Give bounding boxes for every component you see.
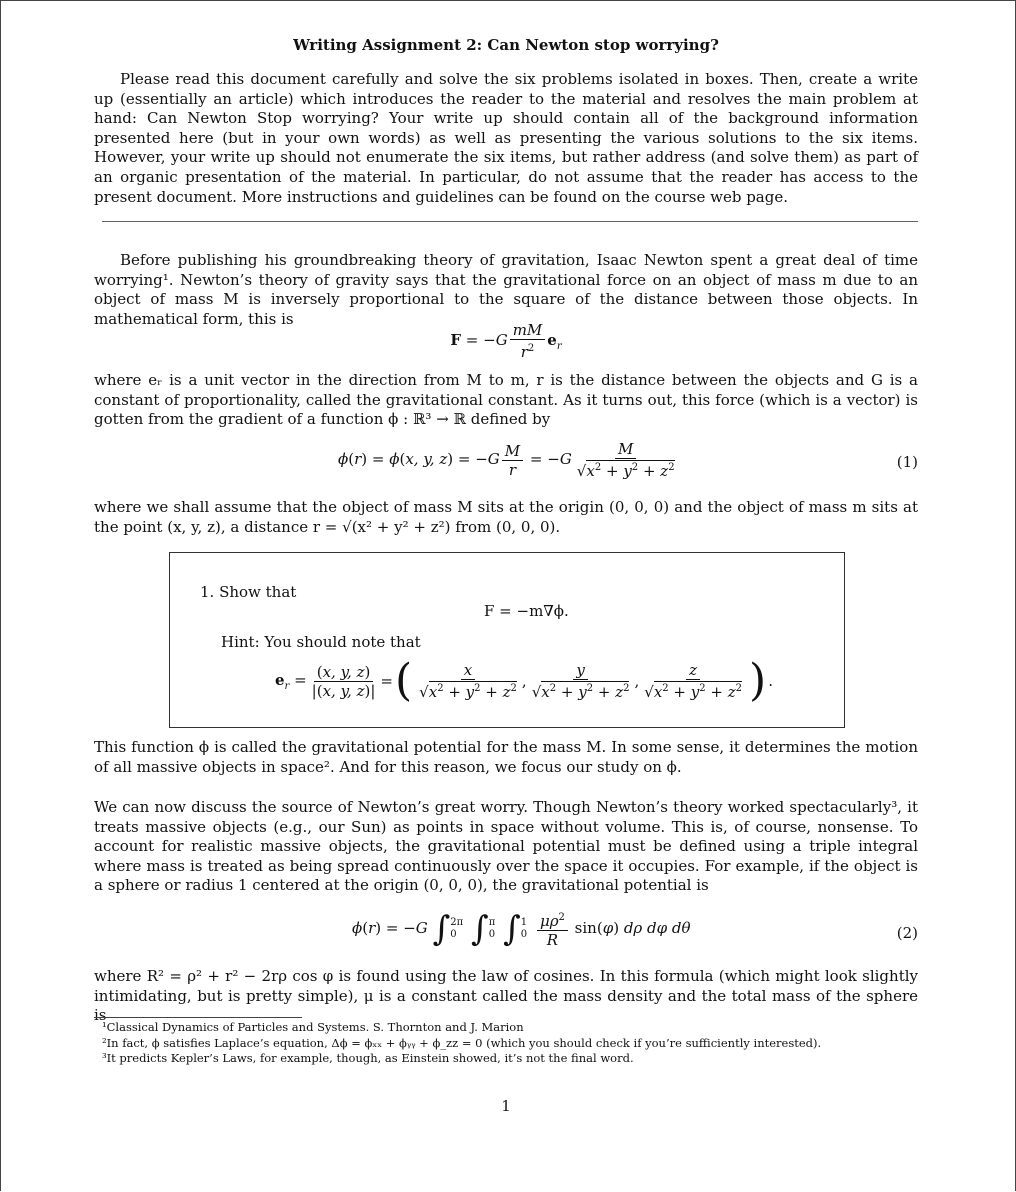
paragraph-potential: This function ϕ is called the gravitational potential for the mass M. In some sense, it determines the motion of all massive objects in space². And for this reason, we focus our study on ϕ.: [94, 738, 918, 776]
paragraph-origin: where we shall assume that the object of mass M sits at the origin (0, 0, 0) and the object of mass m sits at the point (x, y, z), a distance r = √(x² + y² + z²) from (0, 0, 0).: [94, 498, 918, 536]
force-equation: F = −G $\frac{mM}{r^2}$ $e_r$: [450, 321, 562, 361]
footnote-divider: [94, 1017, 302, 1018]
equation-number-1: (1): [896, 453, 918, 471]
paragraph-newton-worry: Before publishing his groundbreaking theory of gravitation, Isaac Newton spent a great deal of time worrying¹. Newton’s theory of gravity says that the gravitational force on an object of mass m due to an object of mass M is inversely proportional to the square of the distance between those objects. In mathematical form, this is: [94, 251, 918, 328]
intro-paragraph: Please read this document carefully and solve the six problems isolated in boxes. Then, create a write up (essentially an article) which introduces the reader to the material and resolves the main problem at hand: Can Newton Stop worrying? Your write up should contain all of the background information presented here (but in your own words) as well as presenting the various solutions to the six items. However, your write up should not enumerate the six items, but rather address (and solve them) as part of an organic presentation of the material. In particular, do not assume that the reader has access to the present document. More instructions and guidelines can be found on the course web page.: [94, 70, 918, 206]
section-divider: [102, 221, 918, 222]
unit-vector-equation: $e_r$ = $\frac{(x, y, z)}{|(x, y, z)|}$ = ( $\frac{x}{√x^2 + y^2 + z^2}$ , $\frac{y}{√x^2 + y^2 + z^2}$ , $\frac{z}{√x^2 + y^2 + z^2}$ ) .: [275, 655, 773, 706]
footnotes: [102, 1020, 918, 1067]
problem-statement: 1. Show that: [200, 583, 297, 601]
equation-number-2: (2): [896, 924, 918, 942]
document-title: Writing Assignment 2: Can Newton stop worrying?: [293, 36, 719, 54]
paragraph-great-worry: We can now discuss the source of Newton’s great worry. Though Newton’s theory worked spectacularly³, it treats massive objects (e.g., our Sun) as points in space without volume. This is, of course, nonsense. To account for realistic massive objects, the gravitational potential must be defined using a triple integral where mass is treated as being spread continuously over the space it occupies. For example, if the object is a sphere or radius 1 centered at the origin (0, 0, 0), the gravitational potential is: [94, 798, 918, 895]
footnote-3: ³It predicts Kepler’s Laws, for example, though, as Einstein showed, it’s not the final word.: [102, 1051, 634, 1065]
problem-hint: Hint: You should note that: [221, 633, 421, 651]
paragraph-law-of-cosines: where R² = ρ² + r² − 2rρ cos φ is found using the law of cosines. In this formula (which might look slightly intimidating, but is pretty simple), μ is a constant called the mass density and the total mass of the sphere is: [94, 967, 918, 1025]
footnote-2: ²In fact, ϕ satisfies Laplace’s equation, Δϕ = ϕₓₓ + ϕᵧᵧ + ϕ_zz = 0 (which you should check if you’re sufficiently interested).: [102, 1035, 822, 1050]
footnote-1: ¹Classical Dynamics of Particles and Systems. S. Thornton and J. Marion: [102, 1020, 524, 1034]
page-number: 1: [501, 1097, 511, 1115]
problem-box-1: [169, 552, 845, 728]
problem-equation: F = −m∇ϕ.: [484, 602, 569, 620]
paragraph-unit-vector: where eᵣ is a unit vector in the direction from M to m, r is the distance between the objects and G is a constant of proportionality, called the gravitational constant. As it turns out, this force (which is a vector) is gotten from the gradient of a function ϕ : ℝ³ → ℝ defined by: [94, 371, 918, 429]
